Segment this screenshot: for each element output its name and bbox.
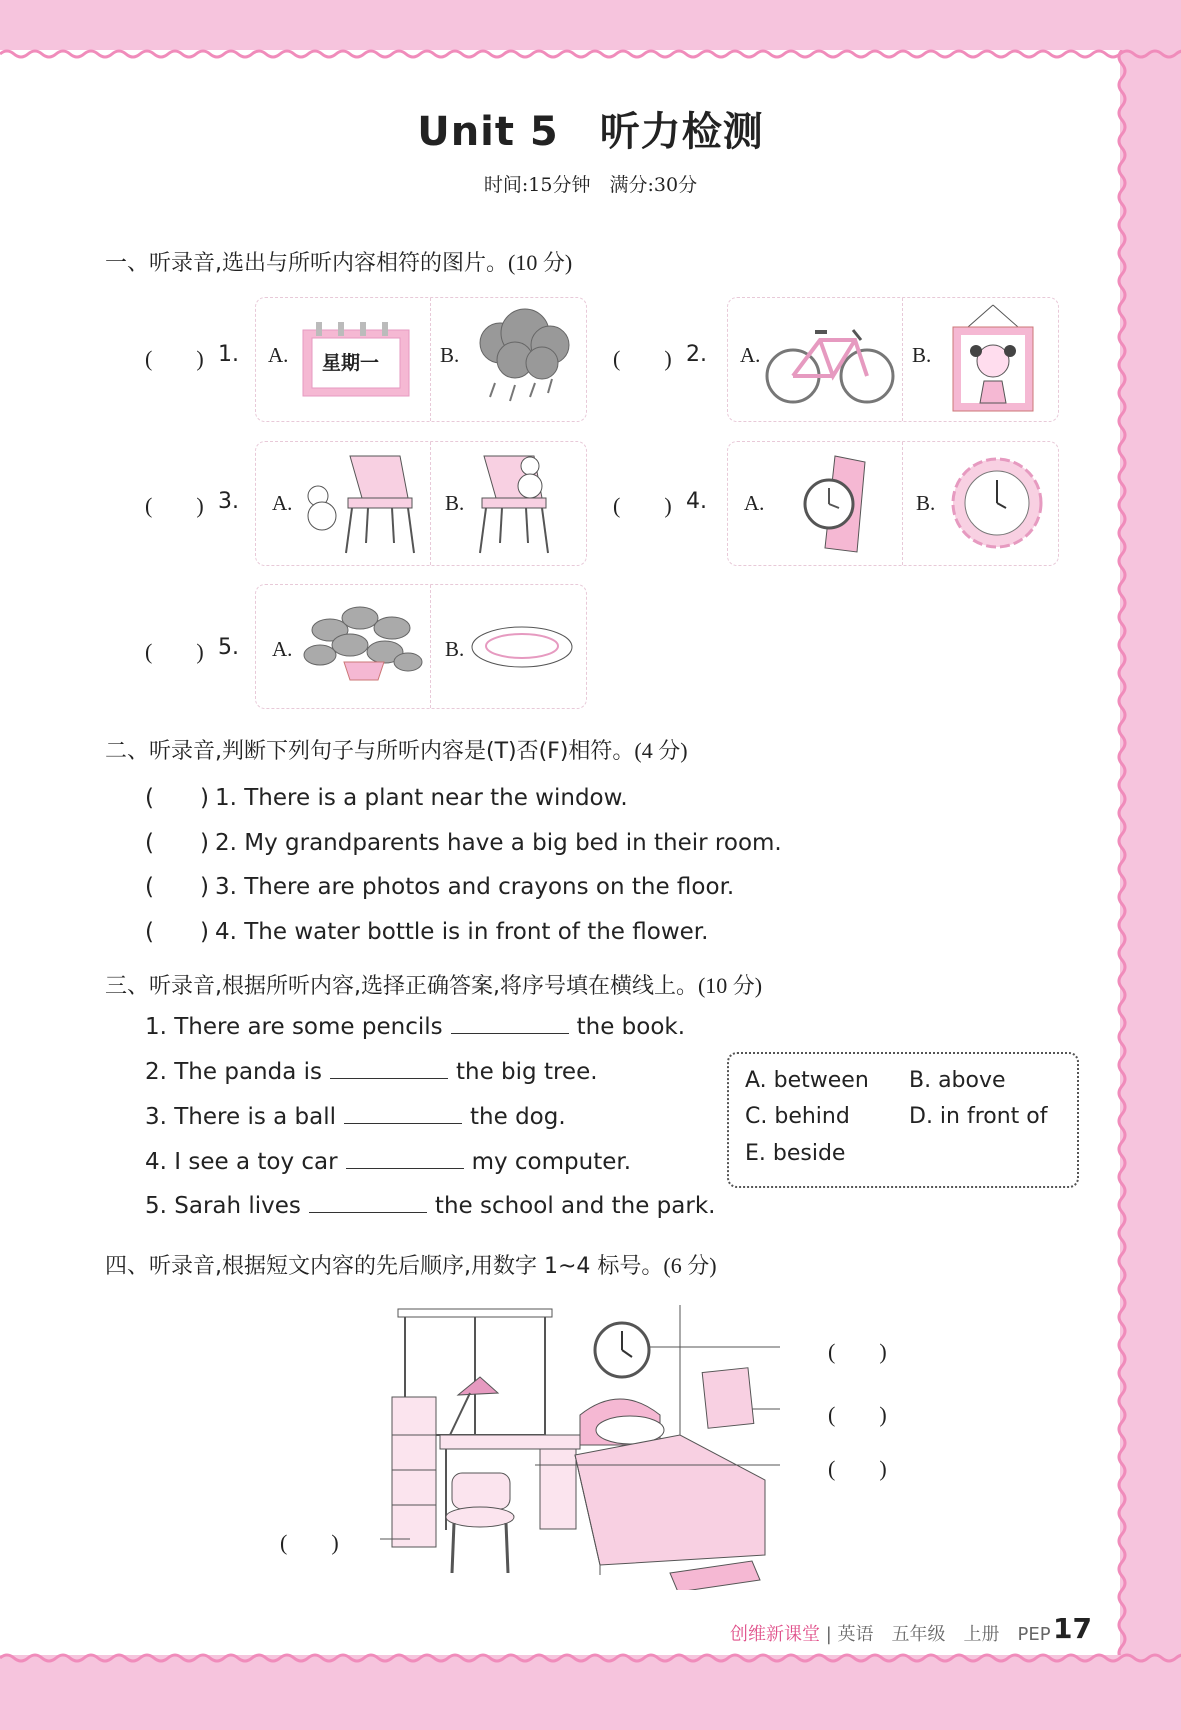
option-b: B. above xyxy=(909,1068,1006,1093)
fill-blank-3[interactable] xyxy=(344,1103,462,1124)
fill-after-5: the school and the park. xyxy=(434,1193,716,1219)
tf-sentence-1: 1. There is a plant near the window. xyxy=(215,785,628,811)
order-paren-desk[interactable]: ( ) xyxy=(828,1456,887,1481)
tf-answer-paren-1[interactable]: ( ) xyxy=(145,785,209,811)
tf-answer-paren-4[interactable]: ( ) xyxy=(145,919,209,945)
footer-info: 英语 五年级 上册 PEP xyxy=(837,1624,1051,1645)
section3-points: (10 分) xyxy=(697,973,763,998)
tf-sentence-4: 4. The water bottle is in front of the flower. xyxy=(215,919,709,945)
cat-beside-chair-icon[interactable] xyxy=(300,448,418,558)
cat-on-chair-icon[interactable] xyxy=(470,448,580,558)
tf-sentence-3: 3. There are photos and crayons on the floor. xyxy=(215,874,735,900)
q3-option-b-label: B. xyxy=(445,491,465,515)
fill-before-2: 2. The panda is xyxy=(145,1059,322,1085)
fill-before-4: 4. I see a toy car xyxy=(145,1149,338,1175)
fill-after-1: the book. xyxy=(576,1014,686,1040)
section3-heading xyxy=(105,969,762,1000)
section2-heading xyxy=(105,734,688,765)
page-title: Unit 5 听力检测 xyxy=(417,109,764,155)
option-e: E. beside xyxy=(745,1141,846,1166)
section2-points: (4 分) xyxy=(634,738,688,763)
q4-number: 4. xyxy=(686,489,707,514)
fill-blank-5[interactable] xyxy=(309,1192,427,1213)
tf-item-1 xyxy=(145,779,628,812)
fill-item-1 xyxy=(145,1013,685,1040)
wristwatch-icon[interactable] xyxy=(795,452,870,557)
q5-option-b-label: B. xyxy=(445,637,465,661)
section1-heading xyxy=(105,246,572,277)
q1-option-a-label: A. xyxy=(268,343,289,367)
fill-item-4 xyxy=(145,1148,631,1175)
footer-brand: 创维新课堂 xyxy=(730,1624,820,1645)
footer: 创维新课堂 | 英语 五年级 上册 PEP xyxy=(730,1624,1051,1645)
rain-cloud-icon[interactable] xyxy=(470,305,575,410)
options-box xyxy=(727,1052,1079,1188)
section2-heading-text: 二、听录音,判断下列句子与所听内容是(T)否(F)相符。 xyxy=(105,739,635,764)
fill-item-3 xyxy=(145,1103,566,1130)
tf-item-3 xyxy=(145,868,734,901)
option-c: C. behind xyxy=(745,1104,850,1129)
tf-answer-paren-3[interactable]: ( ) xyxy=(145,874,209,900)
fill-before-1: 1. There are some pencils xyxy=(145,1014,443,1040)
fill-before-5: 5. Sarah lives xyxy=(145,1193,301,1219)
section4-heading xyxy=(105,1249,717,1280)
q5-number: 5. xyxy=(218,635,239,660)
girl-photo-icon[interactable] xyxy=(948,303,1038,415)
fill-blank-4[interactable] xyxy=(346,1148,464,1169)
answer-paren-q5[interactable]: ( ) xyxy=(145,639,204,664)
bedroom-illustration xyxy=(380,1305,780,1590)
answer-paren-q2[interactable]: ( ) xyxy=(613,346,672,371)
calendar-icon[interactable] xyxy=(300,318,412,400)
plate-icon[interactable] xyxy=(470,622,575,672)
section1-points: (10 分) xyxy=(508,250,573,275)
option-a: A. between xyxy=(745,1068,869,1093)
order-paren-shelf[interactable]: ( ) xyxy=(280,1530,339,1555)
calendar-text: 星期一 xyxy=(322,352,380,374)
bottom-wave-border xyxy=(0,1648,1181,1668)
bicycle-icon[interactable] xyxy=(765,318,895,406)
q4-option-a-label: A. xyxy=(744,491,765,515)
q4-option-b-label: B. xyxy=(916,491,936,515)
right-wave-border xyxy=(1112,50,1132,1655)
section3-heading-text: 三、听录音,根据所听内容,选择正确答案,将序号填在横线上。 xyxy=(105,974,698,999)
q1-number: 1. xyxy=(218,342,239,367)
plant-icon[interactable] xyxy=(300,600,425,690)
section1-heading-text: 一、听录音,选出与所听内容相符的图片。 xyxy=(105,251,508,276)
page-number: 17 xyxy=(1053,1612,1092,1645)
order-paren-clock[interactable]: ( ) xyxy=(828,1339,887,1364)
tf-item-4 xyxy=(145,913,708,946)
q1-option-b-label: B. xyxy=(440,343,460,367)
fill-item-5 xyxy=(145,1192,715,1219)
answer-paren-q4[interactable]: ( ) xyxy=(613,493,672,518)
tf-sentence-2: 2. My grandparents have a big bed in their room. xyxy=(215,830,782,856)
q2-number: 2. xyxy=(686,342,707,367)
fill-item-2 xyxy=(145,1058,598,1085)
section4-points: (6 分) xyxy=(663,1253,717,1278)
q3-number: 3. xyxy=(218,489,239,514)
page-subtitle: 时间:15分钟 满分:30分 xyxy=(483,174,698,196)
fill-blank-2[interactable] xyxy=(330,1058,448,1079)
section4-heading-text: 四、听录音,根据短文内容的先后顺序,用数字 1~4 标号。 xyxy=(105,1254,664,1279)
fill-blank-1[interactable] xyxy=(451,1013,569,1034)
fill-after-2: the big tree. xyxy=(456,1059,598,1085)
fill-after-4: my computer. xyxy=(471,1149,632,1175)
answer-paren-q3[interactable]: ( ) xyxy=(145,493,204,518)
tf-item-2 xyxy=(145,824,782,857)
fill-after-3: the dog. xyxy=(470,1104,566,1130)
wall-clock-icon[interactable] xyxy=(950,456,1044,550)
answer-paren-q1[interactable]: ( ) xyxy=(145,346,204,371)
q3-option-a-label: A. xyxy=(272,491,293,515)
q5-option-a-label: A. xyxy=(272,637,293,661)
top-wave-border xyxy=(0,44,1181,64)
q2-option-a-label: A. xyxy=(740,343,761,367)
tf-answer-paren-2[interactable]: ( ) xyxy=(145,830,209,856)
fill-before-3: 3. There is a ball xyxy=(145,1104,337,1130)
option-d: D. in front of xyxy=(909,1104,1048,1129)
q2-option-b-label: B. xyxy=(912,343,932,367)
order-paren-photo[interactable]: ( ) xyxy=(828,1402,887,1427)
